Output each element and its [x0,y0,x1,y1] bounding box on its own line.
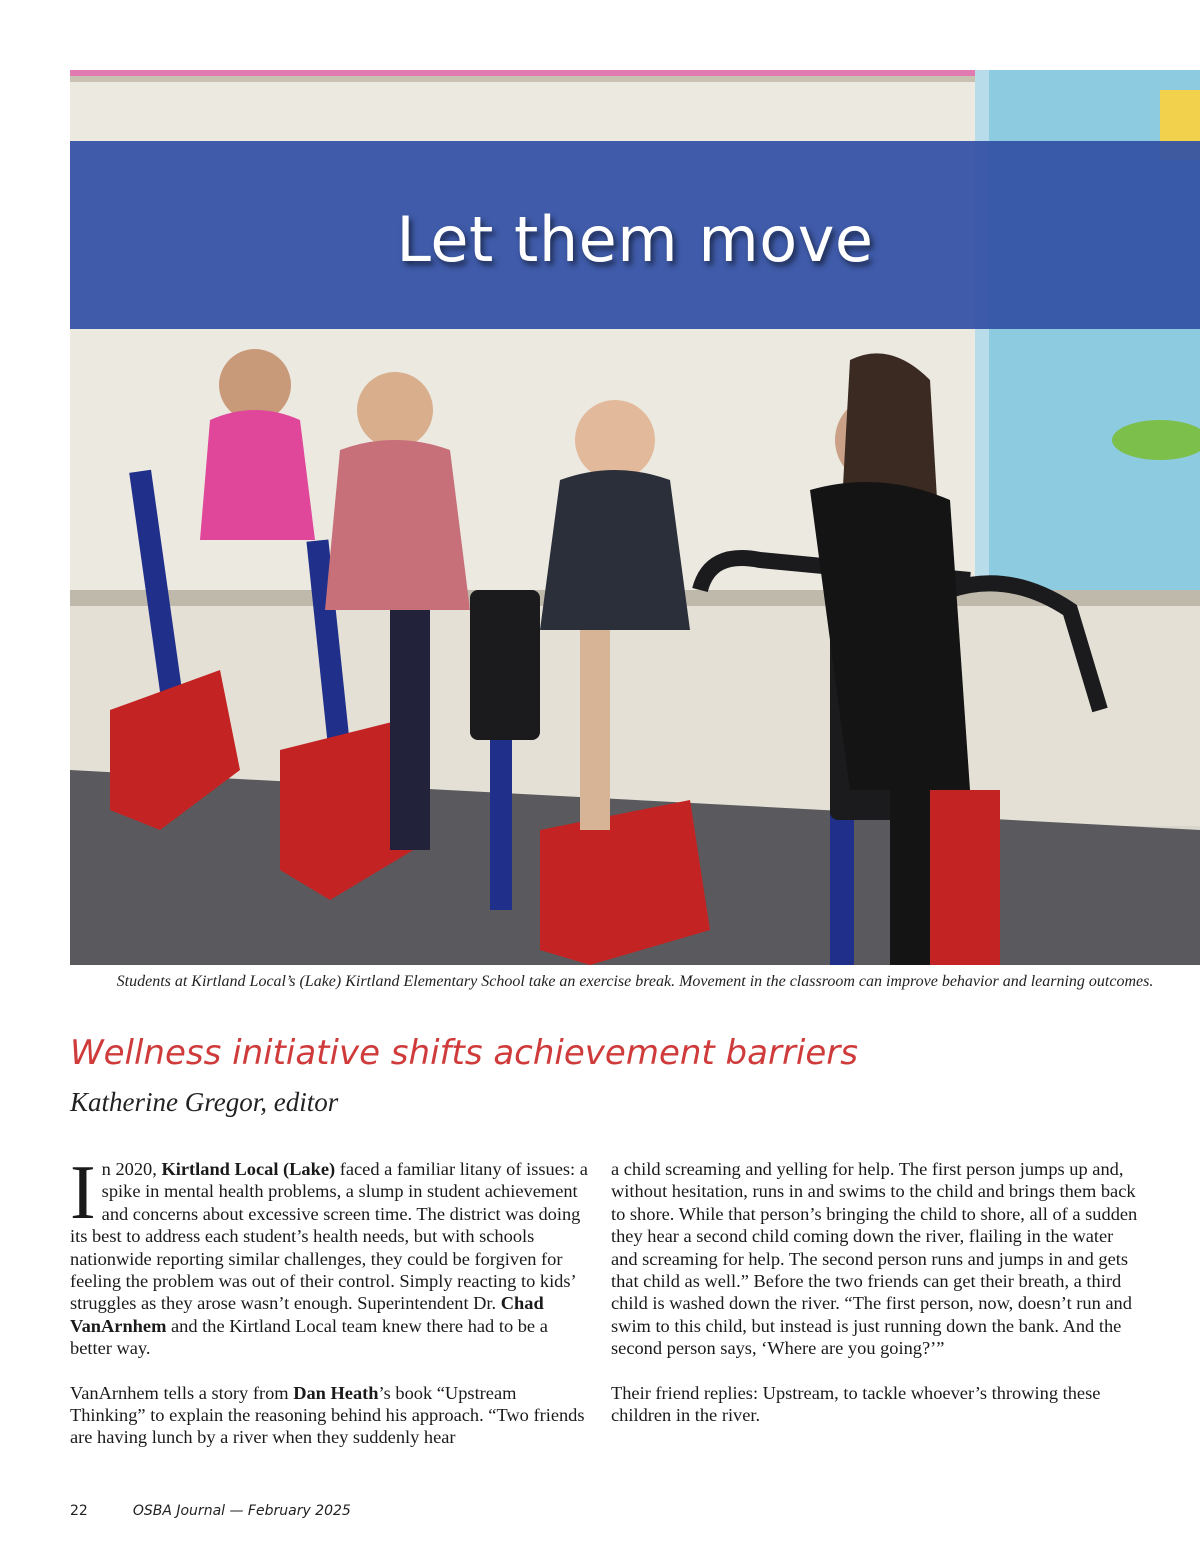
bold-name: Kirtland Local (Lake) [161,1159,336,1179]
photo-caption: Students at Kirtland Local’s (Lake) Kirtland Elementary School take an exercise break. Movement in the classroom can improve behavior and learning outcomes. [116,973,1154,990]
paragraph-text: and the Kirtland Local team knew there had to be a better way. [70,1315,548,1359]
paragraph-4: Their friend replies: Upstream, to tackle whoever’s throwing these children in the river. [611,1382,1101,1426]
article-headline: Wellness initiative shifts achievement barriers [70,1033,858,1073]
bold-name: Dan Heath [293,1382,379,1403]
title-banner [70,141,1200,329]
paragraph-2 [70,1382,590,1449]
paragraph-text: ’s book “Upstream Thinking” to explain the reasoning behind his approach. “Two friends are having lunch by a river when they suddenly hear [70,1382,585,1448]
page-number: 22 [70,1503,88,1519]
paragraph-3: a child screaming and yelling for help. The first person jumps up and, without hesitation, runs in and swims to the child and brings them back to shore. While that person’s bringing the child to shore, all of a sudden they hear a second child coming down the river, flailing in the water and screaming for help. The second person runs and jumps in and gets that child as well.” Before the two friends can get their breath, a third child is washed down the river. “The first person, now, doesn’t run and swim to this child, but instead is just running down the bank. And the second person says, ‘Where are you going?’” [611,1159,1138,1359]
article-byline: Katherine Gregor, editor [70,1087,339,1117]
banner-title: Let them move [396,202,874,276]
paragraph-1 [70,1149,590,1360]
page-footer [70,1503,351,1519]
publication-info: OSBA Journal — February 2025 [132,1503,351,1519]
paragraph-text: VanArnhem tells a story from [70,1382,294,1403]
drop-cap: I [70,1149,96,1235]
column-right [611,1158,1141,1426]
paragraph-text: n 2020, [101,1159,162,1179]
column-left [70,1149,590,1449]
paragraph-text: faced a familiar litany of issues: a spike in mental health problems, a slump in student achievement and concerns about excessive screen time. The district was doing its best to address each student’s health needs, but with schools nationwide reporting similar challenges, they could be forgiven for feeling the problem was out of their control. Simply reacting to kids’ struggles as they arose wasn’t enough. Superintendent Dr. [70,1159,588,1314]
bold-name: Chad VanArnhem [70,1293,544,1336]
